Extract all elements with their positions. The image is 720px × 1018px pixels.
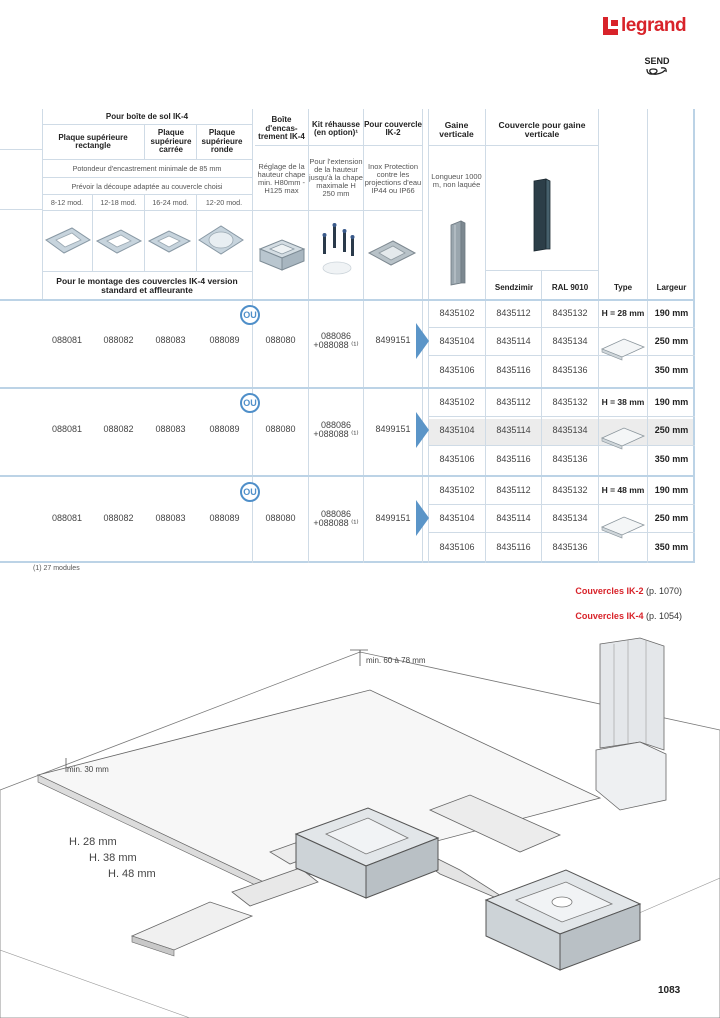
page-number: 1083 [658,985,681,996]
ref-sendzimir: 8435114 [496,335,531,346]
ref-gaine: 8435104 [439,425,475,436]
type-value: H = 38 mm [601,396,645,407]
brand-name: legrand [621,15,687,36]
ref-sendzimir: 8435116 [496,454,531,465]
ref-rectangle: 088082 [103,513,134,524]
ref-boite: 088080 [265,424,296,435]
ik2-header: Pour couvercle IK-2 [364,119,422,137]
couv-gaine-header: Couvercle pour gaine verticale [498,120,586,139]
decoupe-note: Prévoir la découpe adaptée au couvercle choisi [71,182,223,192]
grid-line [42,124,252,125]
largeur-value: 190 mm [654,484,689,495]
ref-boite: 088080 [265,513,296,524]
largeur-value: 250 mm [654,335,689,346]
ref-ral: 8435132 [552,396,588,407]
ref-round: 088089 [209,424,240,435]
largeur-value: 250 mm [654,425,689,436]
grid-line [92,194,93,271]
ref-sendzimir: 8435112 [496,308,531,319]
grid-line [144,194,145,271]
boite-header: Boîte d'encas-trement IK-4 [258,115,305,142]
ref-sendzimir: 8435112 [496,396,531,407]
plate-round-header: Plaque supérieure ronde [201,128,243,155]
row-arrow-icon [416,500,429,536]
grid-line [144,124,145,159]
ref-ral: 8435132 [552,308,588,319]
ref-rectangle: 088081 [51,424,83,435]
col-type: Type [613,282,633,292]
grid-line [196,194,197,271]
ou-badge: OU [240,393,260,413]
ref-kit: 088086 +088088 ⁽¹⁾ [313,419,359,439]
boite-image [257,237,307,273]
grid-line [0,149,42,150]
largeur-value: 350 mm [654,365,689,376]
largeur-value: 190 mm [654,308,689,319]
ref-square: 088083 [155,424,186,435]
ik2-desc: Inox Protection contre les projections d'eau IP44 ou IP66 [364,162,422,195]
min30-label: min. 30 mm [67,765,109,774]
grid-line [196,124,197,159]
cover-plate-image [600,335,646,361]
largeur-value: 350 mm [654,541,689,552]
gaine-desc: Longueur 1000 m, non laquée [431,172,482,189]
ref-rectangle: 088081 [51,513,83,524]
cover-plate-image [600,424,646,450]
ref-ral: 8435136 [552,454,588,465]
ou-badge: OU [240,482,260,502]
col-sendzimir: Sendzimir [494,282,534,292]
potondeur-note: Potondeur d'encastrement minimale de 85 mm [72,164,222,174]
ref-sendzimir: 8435116 [496,365,531,376]
plate-rectangle-header: Plaque supérieure rectangle [58,132,128,150]
col-ral: RAL 9010 [551,282,589,292]
height-label: H. 28 mm [69,836,117,848]
gaine-header: Gaine verticale [439,120,474,139]
product-table [0,109,695,563]
round-plate-image [197,223,245,257]
gaine-image [447,219,469,287]
footnote: (1) 27 modules [33,565,80,572]
ref-ral: 8435134 [552,425,588,436]
send-badge [640,56,674,76]
link-ik4-page: (p. 1054) [645,611,682,621]
legrand-logo [603,15,686,37]
ref-square: 088083 [155,335,186,346]
square-plate-image [147,228,193,256]
grid-line [42,159,252,160]
module-label: 12-20 mod. [205,198,243,208]
montage-label: Pour le montage des couvercles IK-4 version standard et affleurante [56,276,238,295]
grid-line [42,210,422,211]
ref-gaine: 8435104 [439,335,475,346]
ref-rectangle: 088082 [103,335,134,346]
ref-ral: 8435136 [552,365,588,376]
col-largeur: Largeur [656,282,687,292]
ref-rectangle: 088082 [103,424,134,435]
ref-square: 088083 [155,513,186,524]
ref-boite: 088080 [265,335,296,346]
ref-gaine: 8435106 [439,365,475,376]
rectangle-plate-image [44,226,92,256]
ref-round: 088089 [209,335,240,346]
grid-line [42,109,43,300]
legrand-mark-icon [603,17,618,35]
grid-line [486,270,598,271]
ref-ik2: 8499151 [375,424,411,435]
couv-gaine-image [530,177,554,253]
ref-gaine: 8435104 [439,512,475,523]
type-value: H = 28 mm [601,307,645,318]
link-ik2-page: (p. 1070) [645,586,682,596]
grid-line [255,145,422,146]
ref-ral: 8435132 [552,484,588,495]
module-label: 12-18 mod. [100,198,137,208]
height-label: H. 48 mm [108,868,156,880]
send-loop-icon [644,67,670,76]
ik2-cover-image [366,237,418,271]
min60-label: min. 60 à 78 mm [366,656,426,665]
link-ik2-title[interactable]: Couvercles IK-2 [575,586,644,596]
row-arrow-icon [416,323,429,359]
link-ik4-title[interactable]: Couvercles IK-4 [575,611,644,621]
largeur-value: 350 mm [654,454,689,465]
ref-gaine: 8435102 [439,308,475,319]
ref-rectangle: 088081 [51,335,83,346]
ref-sendzimir: 8435116 [496,541,531,552]
grid-line [0,209,42,210]
largeur-value: 250 mm [654,512,689,523]
link-ik4[interactable] [575,611,682,621]
group-ik4-header: Pour boîte de sol IK-4 [105,111,189,121]
ref-ik2: 8499151 [375,335,411,346]
grid-line [42,177,252,178]
ou-badge: OU [240,305,260,325]
ref-ik2: 8499151 [375,513,411,524]
kit-header: Kit réhausse (en option)¹ [311,119,361,137]
ref-ral: 8435134 [552,335,588,346]
ref-sendzimir: 8435114 [496,425,531,436]
ref-kit: 088086 +088088 ⁽¹⁾ [313,508,359,528]
ref-ral: 8435134 [552,512,588,523]
grid-line [42,194,252,195]
height-label: H. 38 mm [89,852,137,864]
grid-line [42,271,252,272]
type-value: H = 48 mm [601,484,645,495]
ref-gaine: 8435106 [439,541,475,552]
cover-plate-image [600,513,646,539]
plate-square-header: Plaque supérieure carrée [150,128,192,155]
boite-desc: Réglage de la hauteur chape min. H80mm - H125 max [257,162,306,195]
kit-image [313,222,361,278]
installation-illustration [0,630,720,1018]
grid-line [429,145,598,146]
row-arrow-icon [416,412,429,448]
send-label: SEND [644,56,670,66]
kit-desc: Pour l'extension de la hauteur jusqu'à la chape maximale H 250 mm [309,157,363,198]
module-label: 8-12 mod. [50,198,84,208]
module-label: 16-24 mod. [152,198,189,208]
ref-ral: 8435136 [552,541,588,552]
ref-kit: 088086 +088088 ⁽¹⁾ [313,330,359,350]
largeur-value: 190 mm [654,396,689,407]
ref-round: 088089 [209,513,240,524]
ref-sendzimir: 8435112 [496,484,531,495]
ref-sendzimir: 8435114 [496,512,531,523]
link-ik2[interactable] [575,586,682,596]
rectangle-plate-image [95,227,143,257]
ref-gaine: 8435106 [439,454,475,465]
ref-gaine: 8435102 [439,484,475,495]
ref-gaine: 8435102 [439,396,475,407]
